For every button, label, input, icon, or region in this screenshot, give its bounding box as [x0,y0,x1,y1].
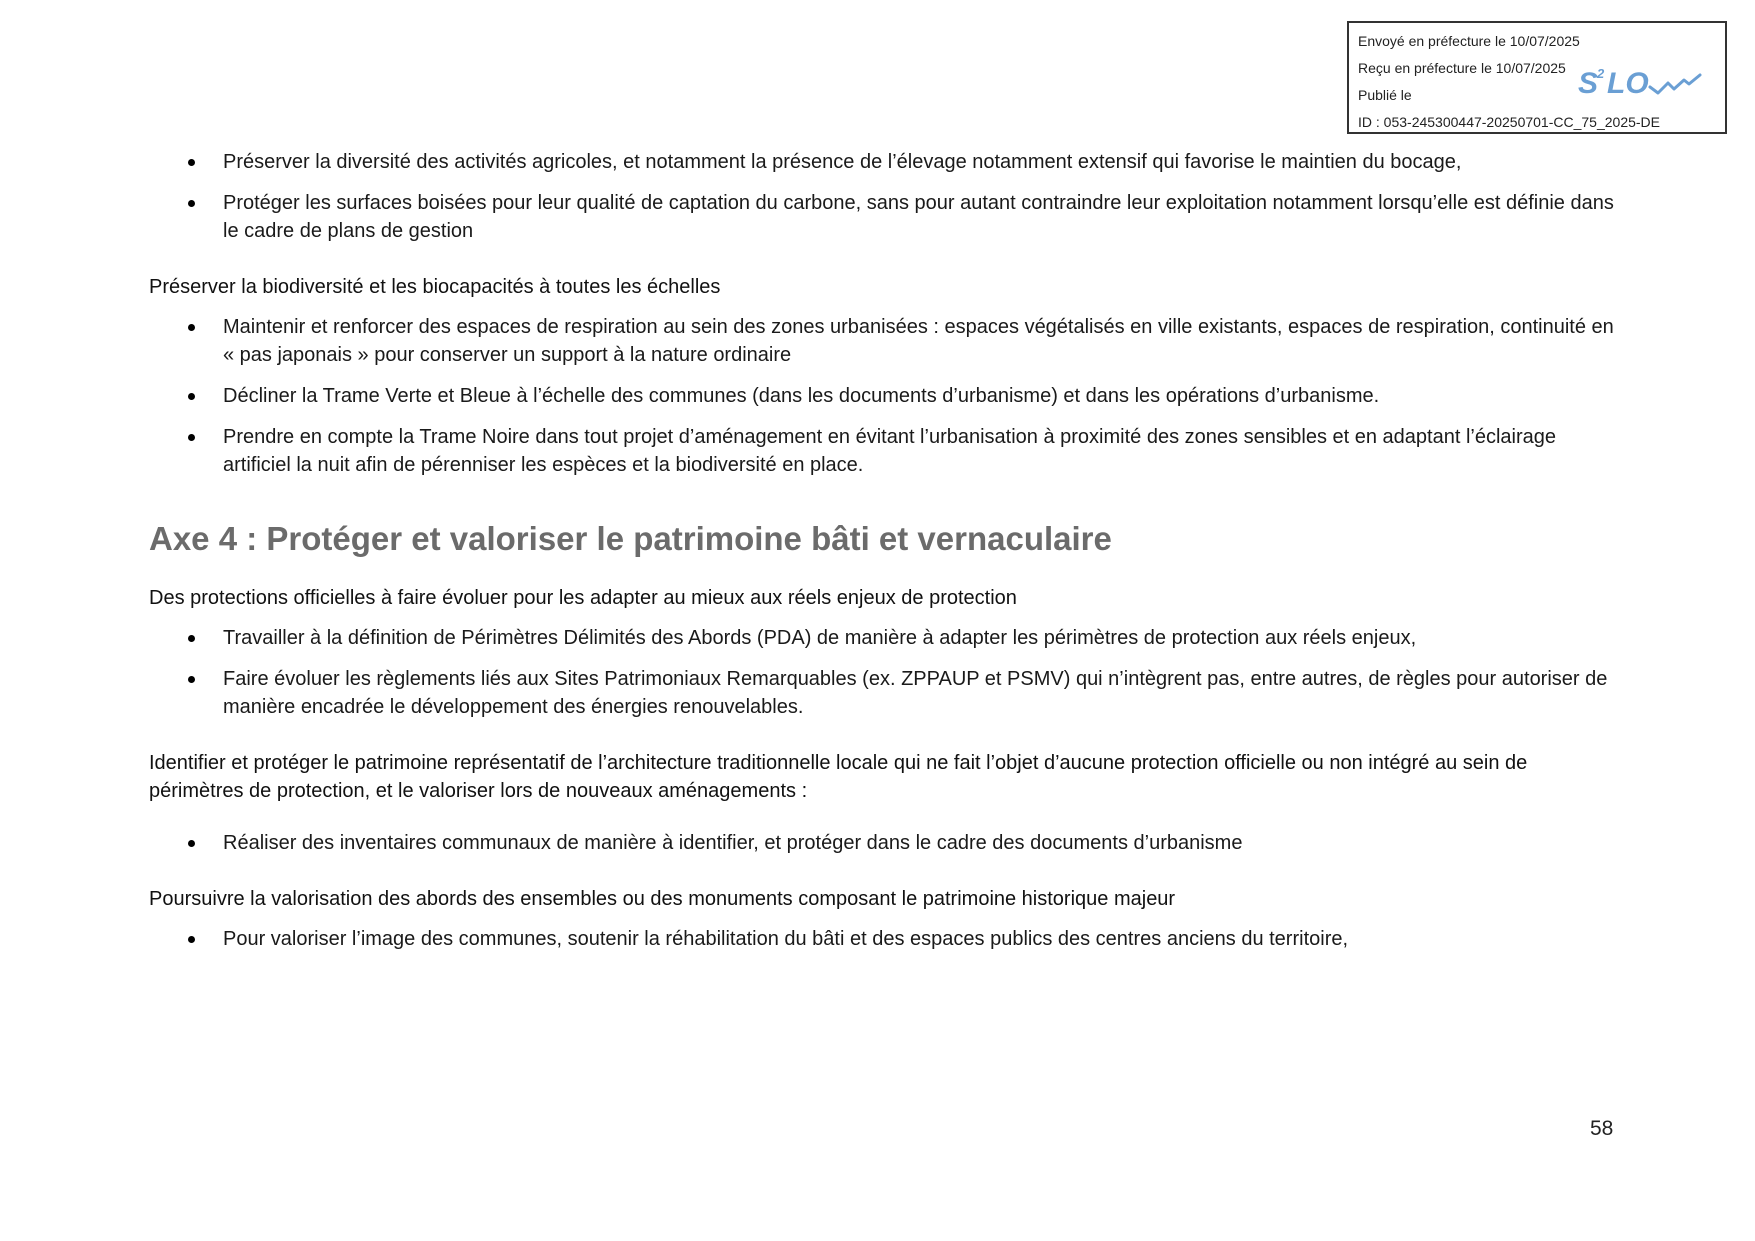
bullet-icon [188,393,195,400]
official-protections-heading: Des protections officielles à faire évoluer pour les adapter au mieux aux réels enjeux de protection [149,587,1017,609]
list-item-text: Pour valoriser l’image des communes, soutenir la réhabilitation du bâti et des espaces publics des centres anciens du territoire, [223,928,1349,950]
list-item [149,423,1619,479]
monuments-heading: Poursuivre la valorisation des abords des ensembles ou des monuments composant le patrimoine historique majeur [149,888,1176,910]
biodiversity-heading: Préserver la biodiversité et les biocapacités à toutes les échelles [149,276,721,298]
list-item [149,189,1619,245]
bullet-icon [188,676,195,683]
bullet-icon [188,324,195,331]
list-item [149,665,1619,721]
list-item [149,925,1619,953]
list-item [149,829,1619,857]
bullet-icon [188,936,195,943]
list-item-text: Décliner la Trame Verte et Bleue à l’échelle des communes (dans les documents d’urbanisme) et dans les opérations d’urbanisme. [223,385,1380,407]
stamp-id: ID : 053-245300447-20250701-CC_75_2025-DE [1358,114,1660,130]
list-item-text: Préserver la diversité des activités agricoles, et notamment la présence de l’élevage notamment extensif qui favorise le maintien du bocage, [223,151,1462,173]
list-item-text: Protéger les surfaces boisées pour leur qualité de captation du carbone, sans pour autant contraindre leur exploitation notamment lorsqu’elle est définie dans le cadre de plans de gestion [223,192,1614,242]
list-item-text: Maintenir et renforcer des espaces de respiration au sein des zones urbanisées : espaces végétalisés en ville existants, espaces de respiration, continuité en « pas japonais » pour conserver un support à la nature ordinaire [223,316,1614,366]
stamp-sent-date: Envoyé en préfecture le 10/07/2025 [1358,33,1580,49]
list-item-text: Travailler à la définition de Périmètres Délimités des Abords (PDA) de manière à adapter les périmètres de protection aux réels enjeux, [223,627,1417,649]
stamp-received-date: Reçu en préfecture le 10/07/2025 [1358,60,1566,76]
document-body [149,148,1619,966]
prefecture-stamp [1347,21,1727,134]
bullet-icon [188,434,195,441]
list-item [149,624,1619,652]
svg-text:2: 2 [1597,66,1605,81]
svg-text:LO: LO [1607,67,1649,100]
stamp-published: Publié le [1358,87,1412,103]
list-item [149,382,1619,410]
bullet-icon [188,159,195,166]
agriculture-list [149,148,1619,245]
biodiversity-list [149,313,1619,479]
axe4-title: Axe 4 : Protéger et valoriser le patrimoine bâti et vernaculaire [149,520,1112,557]
svg-text:S: S [1578,67,1599,100]
s2lo-logo-icon [1576,63,1704,101]
bullet-icon [188,840,195,847]
list-item-text: Réaliser des inventaires communaux de manière à identifier, et protéger dans le cadre des documents d’urbanisme [223,832,1243,854]
bullet-icon [188,635,195,642]
bullet-icon [188,200,195,207]
page-number: 58 [1590,1117,1614,1140]
list-item [149,313,1619,369]
official-protections-list [149,624,1619,721]
list-item [149,148,1619,176]
monuments-list [149,925,1619,953]
local-heritage-heading: Identifier et protéger le patrimoine représentatif de l’architecture traditionnelle locale qui ne fait l’objet d’aucune protection officielle ou non intégré au sein de périmètres de protection, et le valoriser lors de nouveaux aménagements : [149,752,1528,802]
local-heritage-list [149,829,1619,857]
list-item-text: Prendre en compte la Trame Noire dans tout projet d’aménagement en évitant l’urbanisation à proximité des zones sensibles et en adaptant l’éclairage artificiel la nuit afin de pérenniser les espèces et la biodiversité en place. [223,426,1556,476]
list-item-text: Faire évoluer les règlements liés aux Sites Patrimoniaux Remarquables (ex. ZPPAUP et PSMV) qui n’intègrent pas, entre autres, de règles pour autoriser de manière encadrée le développement des énergies renouvelables. [223,668,1608,718]
